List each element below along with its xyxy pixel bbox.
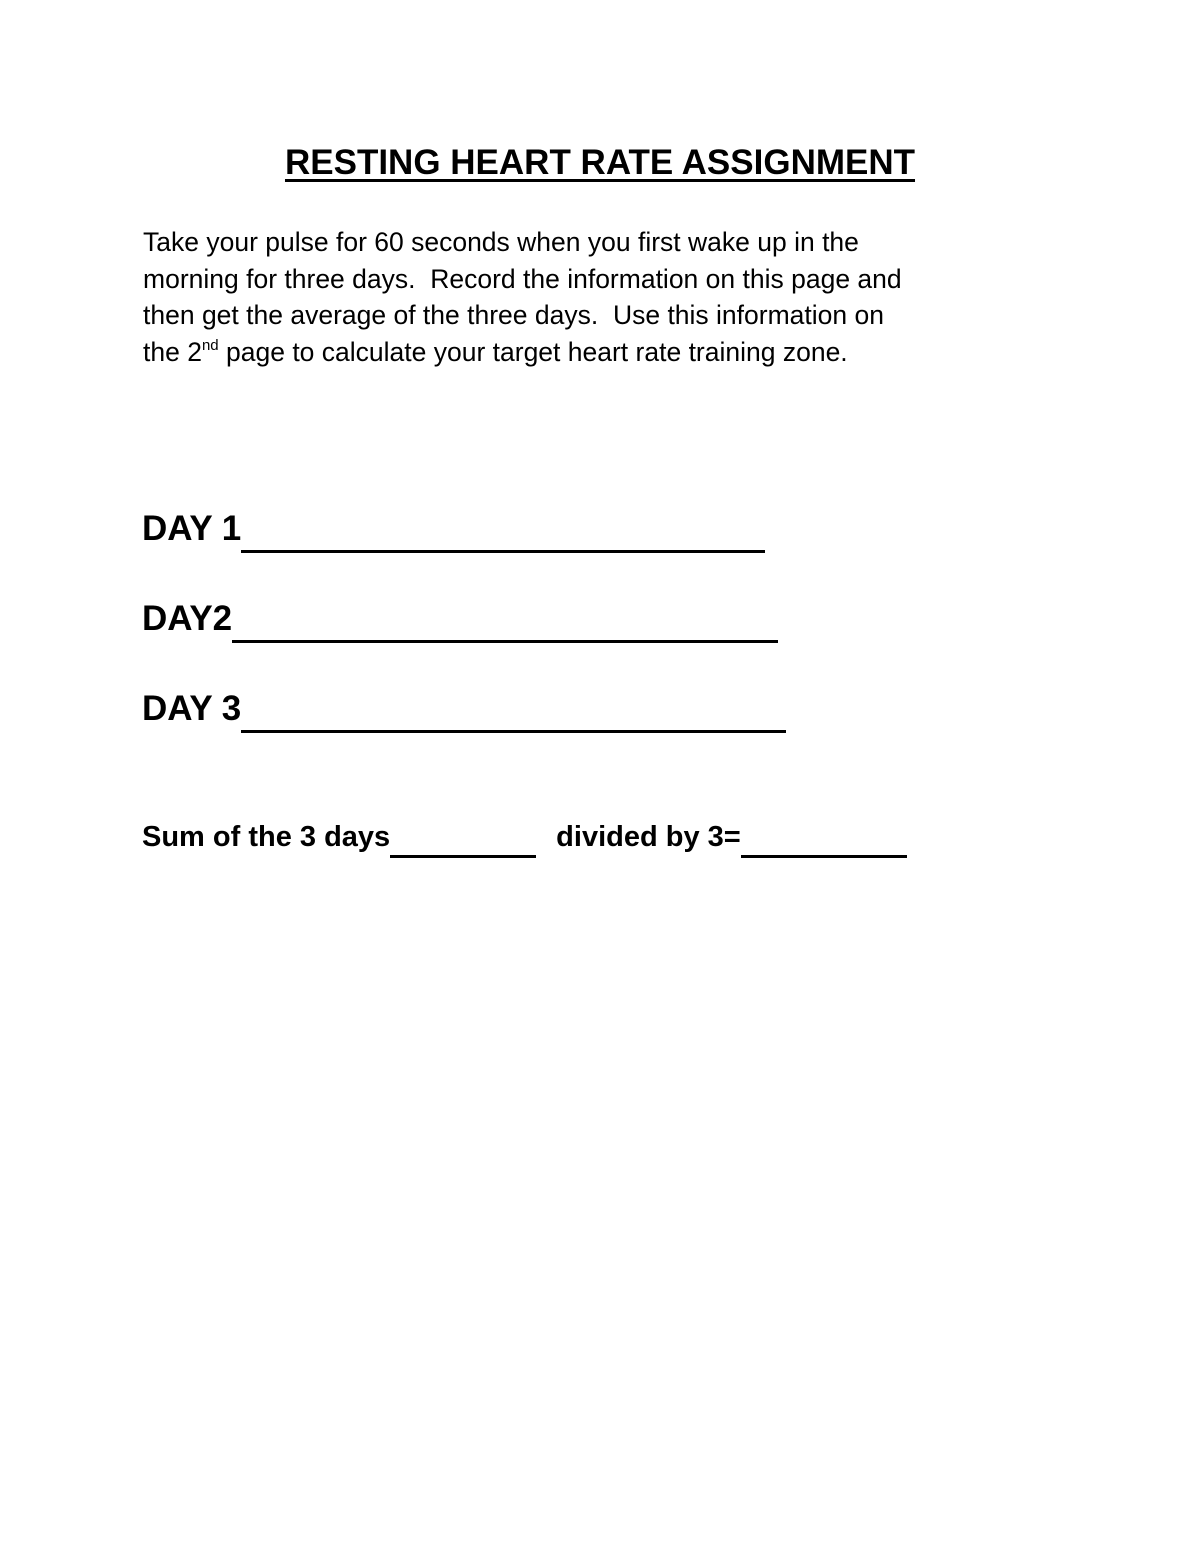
day-2-label: DAY2 xyxy=(142,599,233,638)
ordinal-superscript: nd xyxy=(201,336,219,354)
day-2-blank[interactable] xyxy=(232,600,778,643)
page-title: RESTING HEART RATE ASSIGNMENT xyxy=(284,143,916,182)
day-1-label: DAY 1 xyxy=(142,509,242,548)
average-blank[interactable] xyxy=(741,821,907,858)
day-3-blank[interactable] xyxy=(241,690,786,733)
instructions-line-2: morning for three days. Record the information on this page and xyxy=(143,263,902,294)
instructions-paragraph xyxy=(143,224,1063,370)
instructions-line-4-end: page to calculate your target heart rate training zone. xyxy=(218,336,848,367)
instructions-line-1: Take your pulse for 60 seconds when you first wake up in the xyxy=(143,227,859,257)
day-1-row xyxy=(142,506,765,549)
sum-label: Sum of the 3 days xyxy=(142,821,391,853)
day-3-label: DAY 3 xyxy=(142,689,242,728)
day-3-row xyxy=(142,686,786,729)
instructions-line-3: then get the average of the three days. Use this information on xyxy=(143,300,884,330)
instructions-line-4-start: the 2 xyxy=(143,336,202,367)
sum-row xyxy=(142,818,907,855)
divided-label: divided by 3= xyxy=(556,821,741,853)
instructions-line-4 xyxy=(143,334,1063,371)
day-1-blank[interactable] xyxy=(241,510,765,553)
day-2-row xyxy=(142,596,778,639)
sum-blank[interactable] xyxy=(390,821,536,858)
